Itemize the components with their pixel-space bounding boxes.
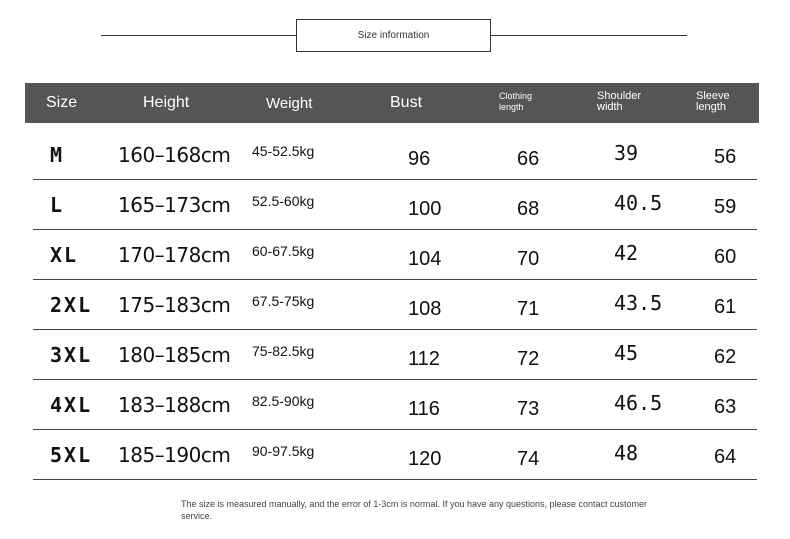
row-size: 2XL (50, 293, 93, 317)
row-shoulder-width: 43.5 (614, 291, 663, 315)
row-size: 5XL (50, 443, 93, 467)
row-height: 160–168cm (118, 143, 231, 167)
table-row (33, 130, 757, 180)
row-clothing-length: 72 (517, 347, 540, 370)
row-bust: 104 (408, 247, 442, 270)
header-clothing-length-line2: length (499, 102, 524, 112)
header-shoulder-width-line2: width (597, 101, 623, 113)
measurement-note: The size is measured manually, and the error of 1-3cm is normal. If you have any questions, please contact customer service. (181, 499, 648, 521)
title-box (296, 19, 491, 52)
page-title: Size information (357, 30, 430, 41)
header-bust: Bust (390, 94, 423, 111)
row-weight: 82.5-90kg (252, 393, 315, 409)
row-sleeve-length: 56 (714, 145, 737, 168)
header-weight: Weight (266, 94, 313, 112)
row-clothing-length: 70 (517, 247, 540, 270)
row-bust: 116 (408, 397, 440, 420)
row-height: 170–178cm (118, 243, 231, 267)
row-bust: 96 (408, 147, 431, 170)
row-height: 175–183cm (118, 293, 231, 317)
row-shoulder-width: 48 (614, 441, 639, 465)
row-weight: 45-52.5kg (252, 143, 315, 159)
row-size: XL (50, 243, 79, 267)
header-shoulder-width (597, 83, 641, 123)
table-header (25, 83, 759, 123)
row-sleeve-length: 63 (714, 395, 737, 418)
header-height: Height (143, 94, 190, 111)
header-sleeve-length-line1: Sleeve (696, 90, 730, 102)
title-rule-left (101, 35, 296, 36)
title-rule-right (491, 35, 687, 36)
row-sleeve-length: 62 (714, 345, 737, 368)
row-size: L (50, 193, 65, 217)
row-weight: 75-82.5kg (252, 343, 315, 359)
header-clothing-length-line1: Clothing (499, 91, 533, 101)
table-row (33, 230, 757, 280)
row-shoulder-width: 46.5 (614, 391, 663, 415)
row-clothing-length: 74 (517, 447, 540, 470)
row-shoulder-width: 39 (614, 141, 639, 165)
row-sleeve-length: 60 (714, 245, 737, 268)
row-height: 183–188cm (118, 393, 231, 417)
title-section (0, 19, 790, 53)
row-sleeve-length: 59 (714, 195, 737, 218)
row-sleeve-length: 61 (714, 295, 737, 318)
row-shoulder-width: 42 (614, 241, 639, 265)
row-size: 4XL (50, 393, 93, 417)
header-clothing-length (499, 83, 532, 123)
row-bust: 112 (408, 347, 440, 370)
row-shoulder-width: 40.5 (614, 191, 663, 215)
header-sleeve-length (696, 83, 730, 123)
row-height: 185–190cm (118, 443, 231, 467)
header-sleeve-length-line2: length (696, 101, 726, 113)
row-clothing-length: 68 (517, 197, 540, 220)
row-bust: 100 (408, 197, 442, 220)
row-weight: 67.5-75kg (252, 293, 315, 309)
row-bust: 108 (408, 297, 442, 320)
table-row (33, 180, 757, 230)
row-clothing-length: 73 (517, 397, 540, 420)
row-clothing-length: 71 (517, 297, 540, 320)
row-height: 180–185cm (118, 343, 231, 367)
row-shoulder-width: 45 (614, 341, 639, 365)
row-weight: 90-97.5kg (252, 443, 315, 459)
row-size: M (50, 143, 65, 167)
row-sleeve-length: 64 (714, 445, 737, 468)
row-weight: 60-67.5kg (252, 243, 315, 259)
row-height: 165–173cm (118, 193, 231, 217)
row-weight: 52.5-60kg (252, 193, 315, 209)
header-shoulder-width-line1: Shoulder (597, 90, 642, 102)
table-row (33, 430, 757, 480)
header-size: Size (46, 94, 78, 111)
table-row (33, 380, 757, 430)
table-row (33, 330, 757, 380)
row-divider (33, 479, 757, 480)
row-size: 3XL (50, 343, 93, 367)
row-bust: 120 (408, 447, 442, 470)
row-clothing-length: 66 (517, 147, 540, 170)
table-row (33, 280, 757, 330)
